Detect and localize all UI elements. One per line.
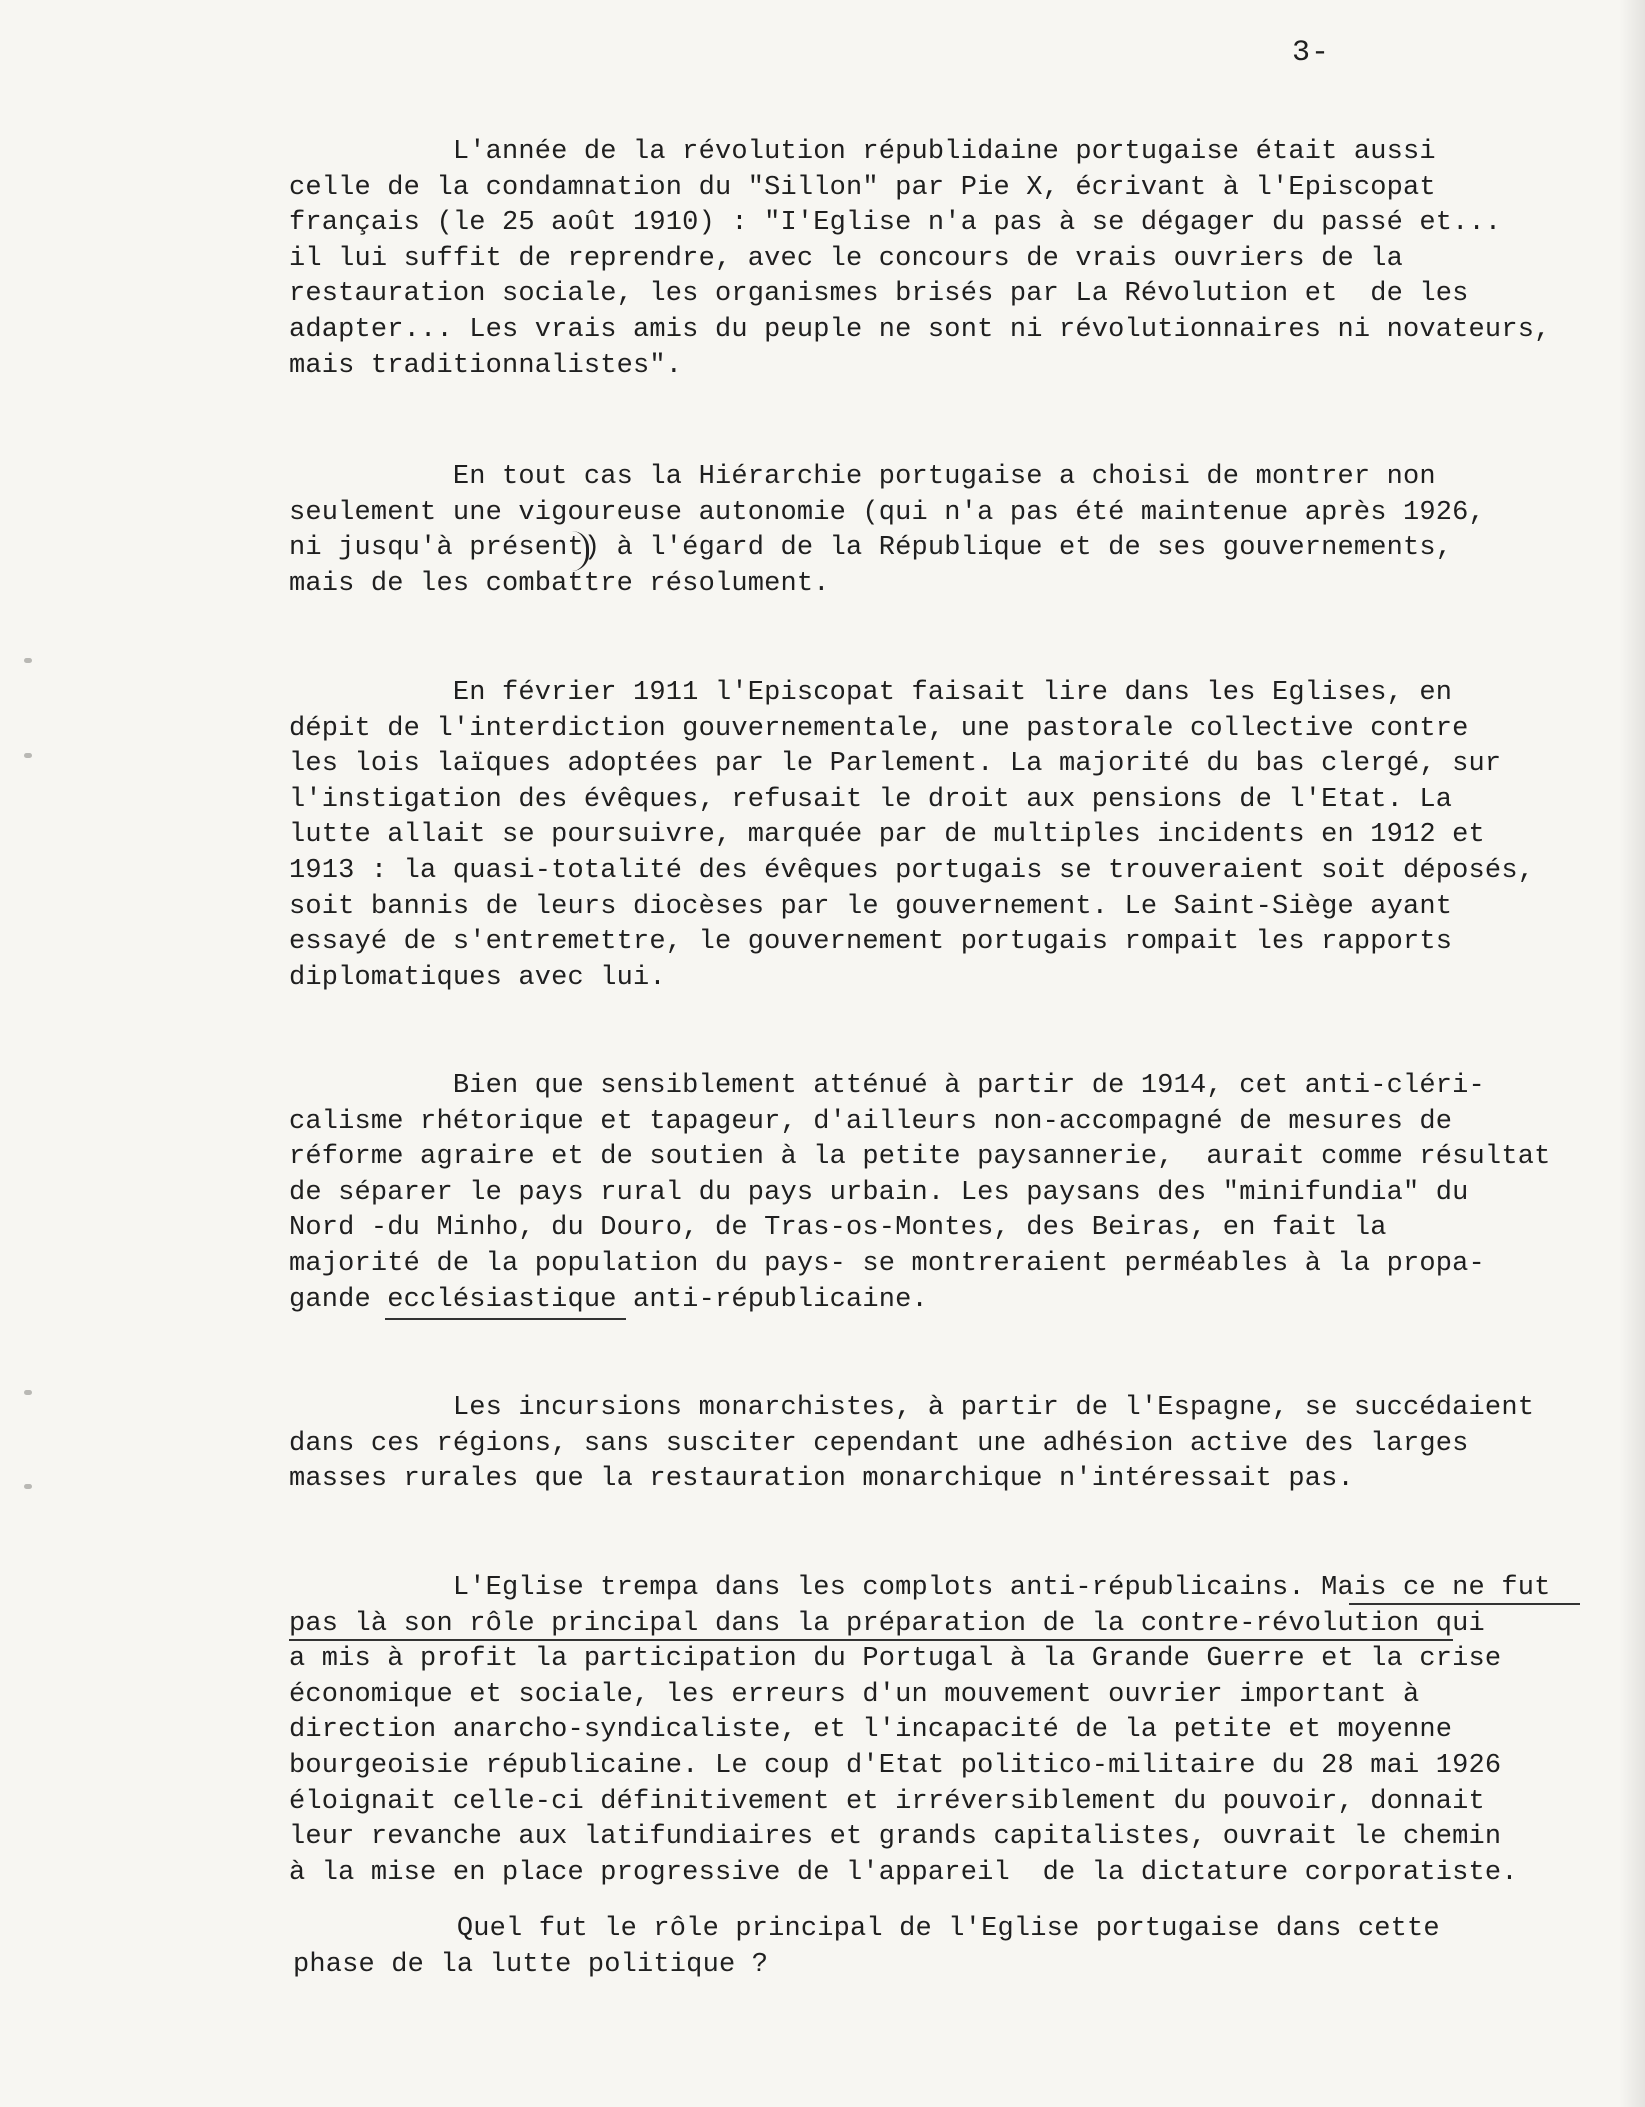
- punch-mark: [24, 1484, 32, 1489]
- underline-main-role-start: [1349, 1603, 1580, 1605]
- paragraph-episcopate-1911: En février 1911 l'Episcopat faisait lire dans les Eglises, en dépit de l'interdiction gouvernementale, une pastorale collective contre les lois laïques adoptées par le Parlement. La majorité du bas clergé, sur l'instigation des évêques, refusait le droit aux pensions de l'Etat. La lutte allait se poursuivre, marquée par de multiples incidents en 1912 et 1913 : la quasi-totalité des évêques portugais se trouveraient soit déposés, soit bannis de leurs diocèses par le gouvernement. Le Saint-Siège ayant essayé de s'entremettre, le gouvernement portugais rompait les rapports diplomatiques avec lui.: [289, 678, 1535, 993]
- page-number: 3-: [1292, 36, 1331, 70]
- underline-main-role-line: [289, 1639, 1453, 1641]
- paragraph-revolution-year: L'année de la révolution républidaine portugaise était aussi celle de la condamnation du "Sillon" par Pie X, écrivant à l'Episcopat français (le 25 août 1910) : "I'Eglise n'a pas à se dégager du passé et... il lui suffit de reprendre, avec le concours de vrais ouvriers de la restauration sociale, les organismes brisés par La Révolution et de les adapter... Les vrais amis du peuple ne sont ni révolutionnaires ni novateurs, mais traditionnalistes".: [289, 137, 1551, 381]
- underline-ecclesiastique: [385, 1318, 626, 1320]
- paragraph-question: Quel fut le rôle principal de l'Eglise portugaise dans cette phase de la lutte politique ?: [293, 1914, 1440, 1980]
- page-edge-shadow: [1619, 0, 1645, 2107]
- punch-mark: [24, 658, 32, 663]
- punch-mark: [24, 1390, 32, 1395]
- paragraph-church-complots: L'Eglise trempa dans les complots anti-républicains. Mais ce ne fut pas là son rôle principal dans la préparation de la contre-révolution qui a mis à profit la participation du Portugal à la Grande Guerre et la crise économique et sociale, les erreurs d'un mouvement ouvrier important à direction anarcho-syndicaliste, et l'incapacité de la petite et moyenne bourgeoisie républicaine. Le coup d'Etat politico-militaire du 28 mai 1926 éloignait celle-ci définitivement et irréversiblement du pouvoir, donnait leur revanche aux latifundiaires et grands capitalistes, ouvrait le chemin à la mise en place progressive de l'appareil de la dictature corporatiste.: [289, 1573, 1551, 1888]
- punch-mark: [24, 753, 32, 758]
- paragraph-anticlericalism: Bien que sensiblement atténué à partir de 1914, cet anti-cléri- calisme rhétorique et tapageur, d'ailleurs non-accompagné de mesures de réforme agraire et de soutien à la petite paysannerie, aurait comme résultat de séparer le pays rural du pays urbain. Les paysans des "minifundia" du Nord -du Minho, du Douro, de Tras-os-Montes, des Beiras, en fait la majorité de la population du pays- se montreraient perméables à la propa- gande ecclésiastique anti-républicaine.: [289, 1071, 1551, 1315]
- paragraph-monarchist-incursions: Les incursions monarchistes, à partir de l'Espagne, se succédaient dans ces régions, sans susciter cependant une adhésion active des larges masses rurales que la restauration monarchique n'intéressait pas.: [289, 1393, 1535, 1495]
- paragraph-hierarchy-autonomy: En tout cas la Hiérarchie portugaise a choisi de montrer non seulement une vigoureuse autonomie (qui n'a pas été maintenue après 1926, ni jusqu'à présent) à l'égard de la République et de ses gouvernements, mais de les combattre résolument.: [289, 462, 1485, 599]
